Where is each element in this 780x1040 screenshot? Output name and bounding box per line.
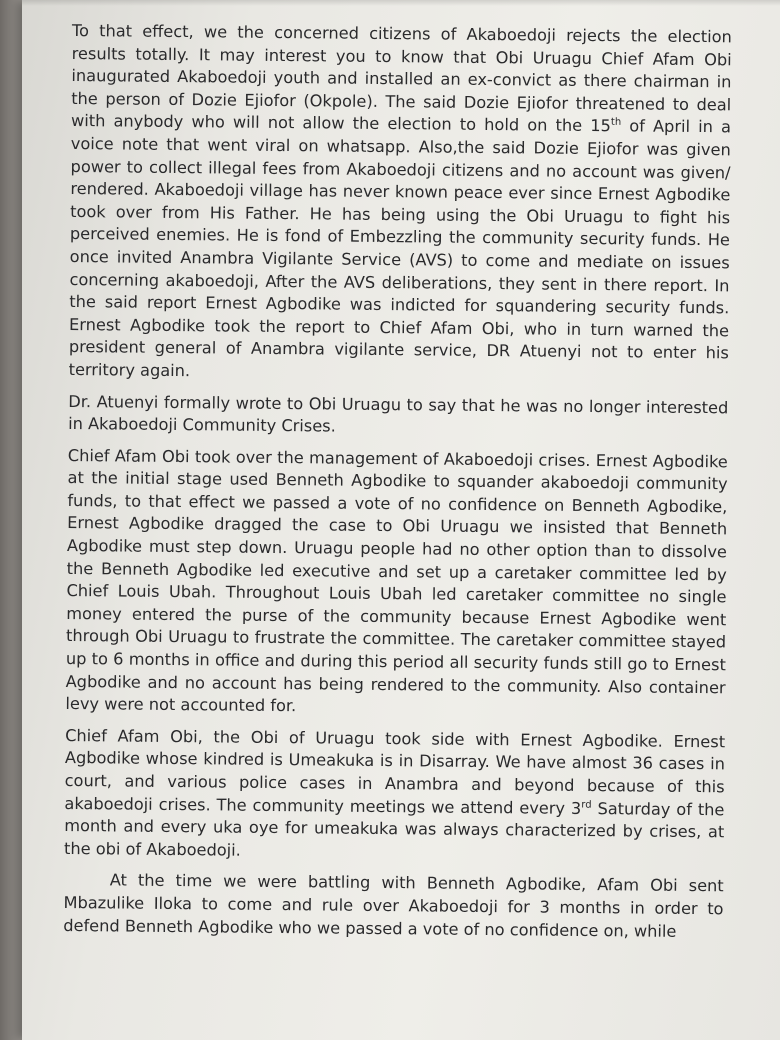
paragraph-crises-management: Chief Afam Obi took over the management of Akaboedoji crises. Ernest Agbodike at the initial stage used Benneth Agbodike to squander akaboedoji community funds, to that effect we passed a vote of no confidence on Benneth Agbodike, Ernest Agbodike dragged the case to Obi Uruagu we insisted that Benneth Agbodike must step down. Uruagu people had no other option than to dissolve the Benneth Agbodike led executive and set up a caretaker committee led by Chief Louis Ubah. Throughout Louis Ubah led caretaker committee no single money entered the purse of the community because Ernest Agbodike went through Obi Uruagu to frustrate the committee. The caretaker committee stayed up to 6 months in office and during this period all security funds still go to Ernest Agbodike and no account has being rendered to the community. Also container levy were not accounted for. (65, 445, 728, 716)
paragraph-text: Chief Afam Obi, the Obi of Uruagu took side with Ernest Agbodike. Ernest Agbodike whose kindred is Umeakuka is in Disarray. We have almost 36 cases in court, and various police cases in Anambra and beyond because of this akaboedoji crises. The community meetings we attend every 3 (64, 725, 726, 818)
paragraph-text: Saturday of the month and every uka oye for umeakuka was always characterized by crises, at the obi of Akaboedoji. (63, 798, 725, 860)
paragraph-election-results (69, 20, 732, 388)
superscript: th (610, 117, 622, 129)
desk-background (0, 0, 22, 1040)
paragraph-atuenyi-letter: Dr. Atuenyi formally wrote to Obi Uruagu to say that he was no longer interested in Akaboedoji Community Crises. (68, 391, 729, 436)
paragraph-obi-took-side (64, 725, 725, 867)
paragraph-mbazulike-iloka: At the time we were battling with Benneth Agbodike, Afam Obi sent Mbazulike Iloka to come and rule over Akaboedoji for 3 months in order to defend Benneth Agbodike who we passed a vote of no confidence on, while (63, 870, 724, 941)
paragraph-text: of April in a voice note that went viral on whatsapp. Also,the said Dozie Ejiofor was given power to collect illegal fees from Akaboedoji citizens and no account was given/ rendered. Akaboedoji village has never known peace ever since Ernest Agbodike took over from His Father. He has being using the Obi Uruagu to fight his perceived enemies. He is fond of Embezzling the community security funds. He once invited Anambra Vigilante Service (AVS) to come and mediate on issues concerning akaboedoji, After the AVS deliberations, they sent in there report. In the said report Ernest Agbodike was indicted for squandering security funds. Ernest Agbodike took the report to Chief Afam Obi, who in turn warned the president general of Anambra vigilante service, DR Atuenyi not to enter his territory again. (68, 116, 732, 381)
superscript: rd (581, 799, 592, 811)
paragraph-text: To that effect, we the concerned citizens of Akaboedoji rejects the election results totally. It may interest you to know that Obi Uruagu Chief Afam Obi inaugurated Akaboedoji youth and installed an ex-convict as there chairman in the person of Dozie Ejiofor (Okpole). The said Dozie Ejiofor threatened to deal with anybody who will not allow the election to hold on the 15 (70, 20, 732, 136)
document-body (63, 20, 732, 952)
page-top-edge (22, 0, 780, 6)
